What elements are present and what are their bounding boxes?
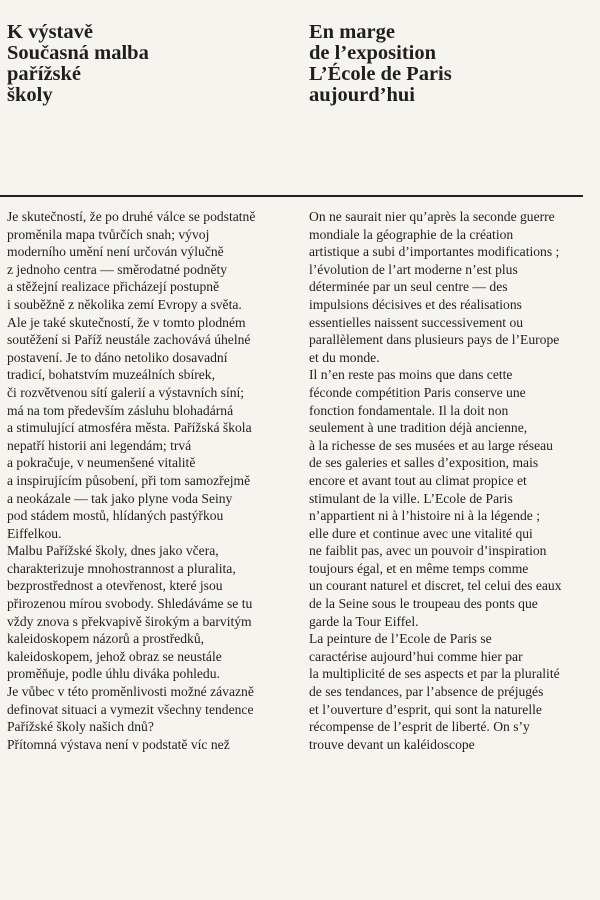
text-column-czech <box>7 208 299 753</box>
title-line: de l’exposition <box>309 42 436 64</box>
text-line: seulement à une tradition déjà ancienne, <box>309 420 528 436</box>
text-line: Je vůbec v této proměnlivosti možné závazně <box>7 684 254 700</box>
text-line: soutěžení si Paříž neustále zachovává úhelné <box>7 332 251 348</box>
text-line: Přítomná výstava není v podstatě víc než <box>7 736 230 752</box>
page-title-french <box>309 22 452 106</box>
text-line: caractérise aujourd’hui comme hier par <box>309 648 523 664</box>
text-line: ne faiblit pas, avec un pouvoir d’inspiration <box>309 543 547 559</box>
text-line: garde la Tour Eiffel. <box>309 613 419 629</box>
text-line: Je skutečností, že po druhé válce se podstatně <box>7 209 256 224</box>
title-line: pařížské <box>7 63 82 85</box>
text-line: moderního umění není určován výlučně <box>7 244 224 260</box>
text-line: a inspirujícím působení, při tom samozřejmě <box>7 472 251 488</box>
text-line: i souběžně z několika zemí Evropy a světa. <box>7 296 242 312</box>
text-line: a stěžejní realizace přicházejí postupně <box>7 279 220 295</box>
title-line: L’École de Paris <box>309 63 452 85</box>
text-line: l’évolution de l’art moderne n’est plus <box>309 261 518 277</box>
text-line: récompense de l’esprit de liberté. On s’y <box>309 719 530 735</box>
text-line: proměnila mapa tvůrčích snah; vývoj <box>7 226 210 242</box>
title-line: Současná malba <box>7 42 149 64</box>
text-line: a stimulující atmosféra města. Pařížská škola <box>7 420 252 436</box>
text-line: parallèlement dans plusieurs pays de l’Europe <box>309 332 560 348</box>
text-line: postavení. Je to dáno netoliko dosavadní <box>7 349 228 365</box>
text-line: la multiplicité de ses aspects et par la pluralité <box>309 666 560 682</box>
text-line: impulsions décisives et des réalisations <box>309 296 522 312</box>
text-line: tradicí, bohatstvím muzeálních sbírek, <box>7 367 216 383</box>
text-line: kaleidoskopem, jehož obraz se neustále <box>7 648 222 664</box>
text-line: artistique a subi d’importantes modifications ; <box>309 244 560 260</box>
text-column-french <box>309 208 594 753</box>
text-line: trouve devant un kaléidoscope <box>309 736 475 752</box>
text-line: un courant naturel et discret, tel celui des eaux <box>309 578 562 594</box>
text-line: Ale je také skutečností, že v tomto plodném <box>7 314 246 330</box>
text-line: vždy znova s překvapivě širokým a barvitým <box>7 613 252 629</box>
text-line: kaleidoskopem názorů a prostředků, <box>7 631 205 647</box>
text-line: à la richesse de ses musées et au large réseau <box>309 437 553 453</box>
title-line: K výstavě <box>7 21 93 43</box>
horizontal-rule <box>0 195 583 197</box>
text-line: Malbu Pařížské školy, dnes jako včera, <box>7 543 219 559</box>
text-line: přirozenou mírou svobody. Shledáváme se tu <box>7 596 253 612</box>
text-line: fonction fondamentale. Il la doit non <box>309 402 509 418</box>
title-line: školy <box>7 84 53 106</box>
text-line: et du monde. <box>309 349 380 365</box>
text-line: et l’ouverture d’esprit, qui sont la naturelle <box>309 701 542 717</box>
page-title-czech <box>7 22 149 106</box>
text-line: z jednoho centra — směrodatné podněty <box>7 261 228 277</box>
text-line: definovat situaci a vymezit všechny tendence <box>7 701 254 717</box>
text-line: pod stádem mostů, hlídaných pastýřkou <box>7 508 224 524</box>
text-line: elle dure et continue avec une vitalité qui <box>309 525 533 541</box>
text-line: On ne saurait nier qu’après la seconde guerre <box>309 209 555 224</box>
text-line: essentielles naissent successivement ou <box>309 314 524 330</box>
text-line: Il n’en reste pas moins que dans cette <box>309 367 513 383</box>
text-line: Eiffelkou. <box>7 525 62 541</box>
text-line: de ses galeries et salles d’exposition, mais <box>309 455 539 471</box>
text-line: déterminée par un seul centre — des <box>309 279 508 295</box>
text-line: de la Seine sous le troupeau des ponts que <box>309 596 538 612</box>
text-line: n’appartient ni à l’histoire ni à la légende ; <box>309 508 541 524</box>
text-line: toujours égal, et en même temps comme <box>309 560 529 576</box>
text-line: encore et avant tout au climat propice et <box>309 472 527 488</box>
text-line: má na tom především zásluhu blohadárná <box>7 402 234 418</box>
text-line: či rozvětvenou sítí galerií a výstavních síní; <box>7 384 245 400</box>
text-line: nepatří historii ani legendám; trvá <box>7 437 192 453</box>
text-line: La peinture de l’Ecole de Paris se <box>309 631 492 647</box>
text-line: charakterizuje mnohostrannost a pluralita, <box>7 560 236 576</box>
title-line: En marge <box>309 21 395 43</box>
text-line: de ses tendances, par l’absence de préjugés <box>309 684 544 700</box>
text-line: mondiale la géographie de la création <box>309 226 514 242</box>
text-line: stimulant de la ville. L’Ecole de Paris <box>309 490 513 506</box>
text-line: a neokázale — tak jako plyne voda Seiny <box>7 490 233 506</box>
text-line: Pařížské školy našich dnů? <box>7 719 154 735</box>
text-line: bezprostřednost a otevřenost, které jsou <box>7 578 223 594</box>
title-line: aujourd’hui <box>309 84 415 106</box>
text-line: féconde compétition Paris conserve une <box>309 384 526 400</box>
text-line: proměňuje, podle úhlu diváka pohledu. <box>7 666 220 682</box>
text-line: a pokračuje, v neumenšené vitalitě <box>7 455 196 471</box>
